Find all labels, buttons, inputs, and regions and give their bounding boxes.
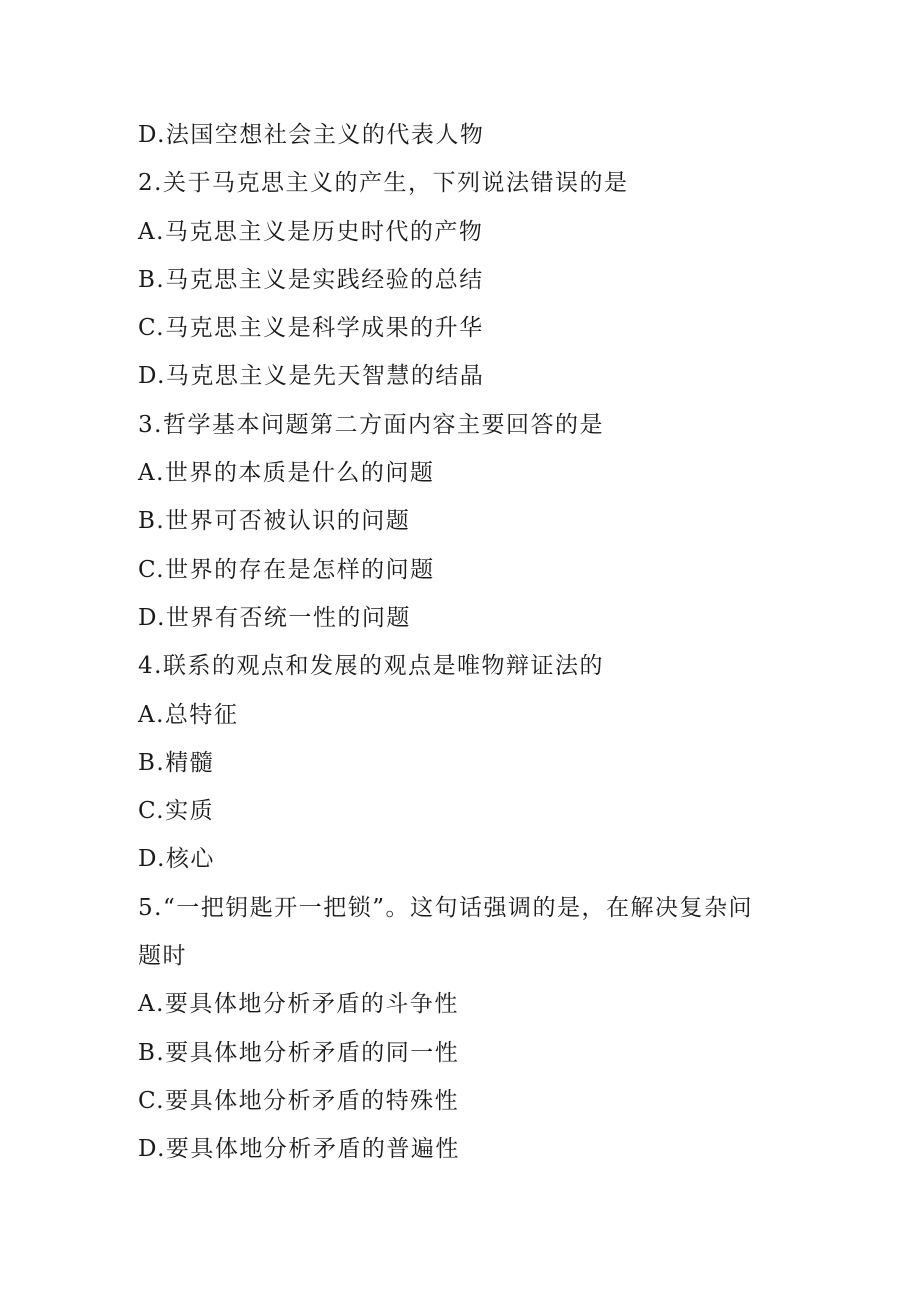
question-2: 2.关于马克思主义的产生，下列说法错误的是 (138, 170, 629, 197)
option-4d: D.核心 (138, 846, 215, 873)
option-5c: C.要具体地分析矛盾的特殊性 (138, 1087, 460, 1114)
document-content (138, 111, 788, 1174)
option-2a: A.马克思主义是历史时代的产物 (138, 218, 484, 245)
option-3a: A.世界的本质是什么的问题 (138, 460, 435, 487)
option-5a: A.要具体地分析矛盾的斗争性 (138, 991, 459, 1018)
option-3b: B.世界可否被认识的问题 (138, 508, 411, 535)
option-2b: B.马克思主义是实践经验的总结 (138, 266, 484, 293)
option-2d: D.马克思主义是先天智慧的结晶 (138, 363, 485, 390)
option-4b: B.精髓 (138, 749, 215, 776)
option-3c: C.世界的存在是怎样的问题 (138, 556, 435, 583)
question-5-line-2: 题时 (138, 943, 187, 970)
question-3: 3.哲学基本问题第二方面内容主要回答的是 (138, 411, 604, 438)
option-2c: C.马克思主义是科学成果的升华 (138, 315, 484, 342)
option-4a: A.总特征 (138, 701, 239, 728)
option-5b: B.要具体地分析矛盾的同一性 (138, 1039, 460, 1066)
option-3d: D.世界有否统一性的问题 (138, 604, 411, 631)
question-5-line-1: 5.“一把钥匙开一把锁”。这句话强调的是，在解决复杂问 (138, 894, 753, 921)
question-4: 4.联系的观点和发展的观点是唯物辩证法的 (138, 653, 604, 680)
option-4c: C.实质 (138, 798, 215, 825)
option-1d: D.法国空想社会主义的代表人物 (138, 122, 485, 148)
option-5d: D.要具体地分析矛盾的普遍性 (138, 1136, 460, 1163)
